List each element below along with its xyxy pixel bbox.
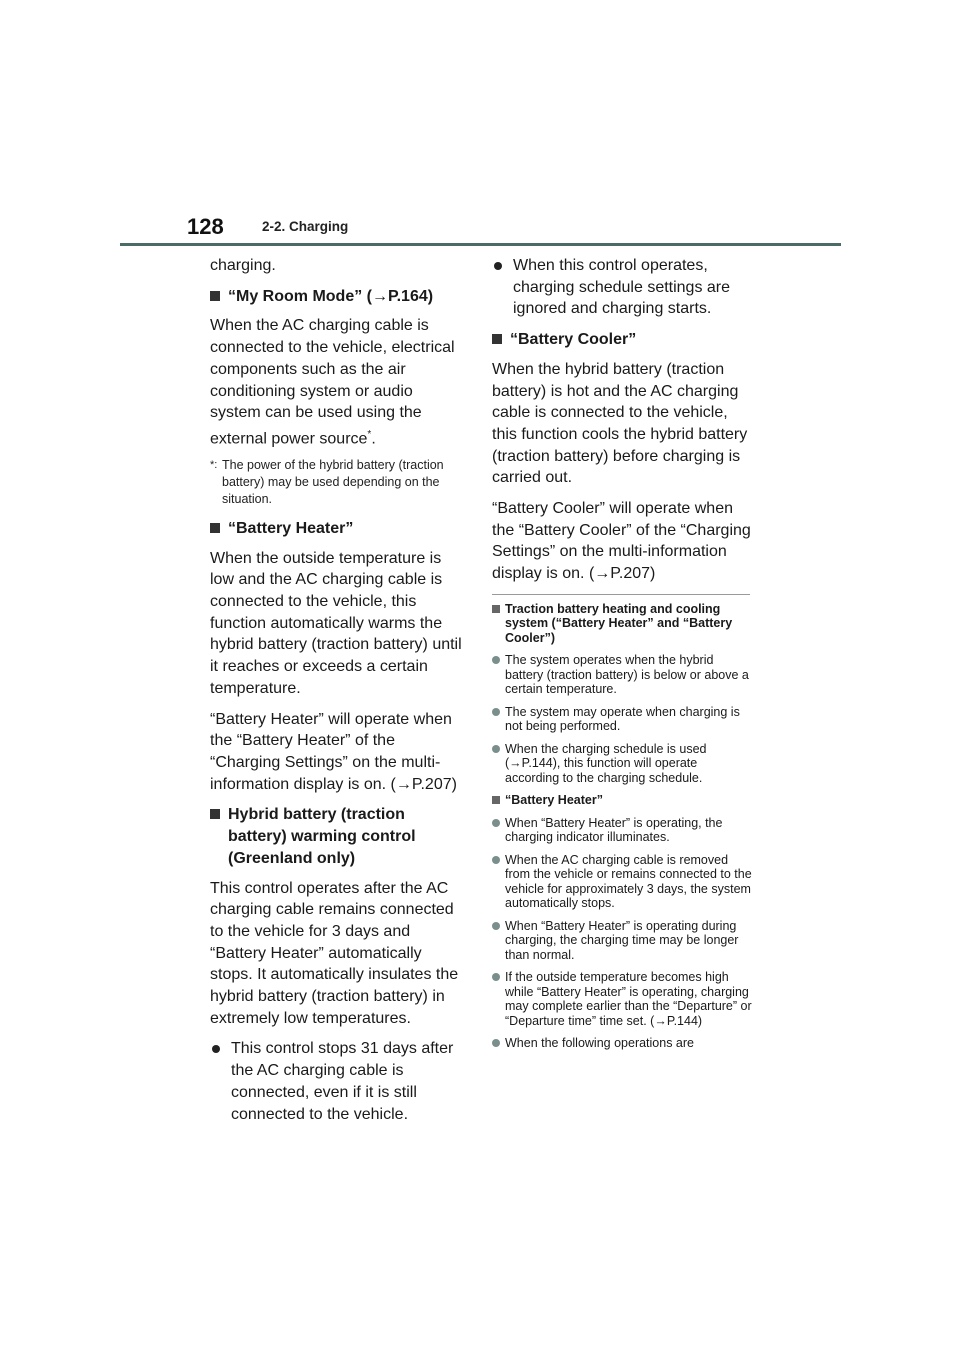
bullet-dot-icon [492, 973, 500, 981]
square-bullet-icon [492, 605, 500, 613]
notes-heading-label: “Battery Heater” [505, 793, 603, 808]
battery-cooler-operate-text: “Battery Cooler” will operate when the “Battery Cooler” of the “Charging Settings” on the multi-information display is on. (→P.207) [492, 500, 751, 583]
list-item [210, 1038, 462, 1125]
battery-cooler-heading-label: “Battery Cooler” [510, 331, 637, 349]
note-item [492, 919, 752, 963]
square-bullet-icon [492, 796, 500, 804]
section-title: 2-2. Charging [262, 219, 349, 234]
intro-text: charging. [210, 257, 276, 274]
square-bullet-icon [210, 523, 220, 533]
bullet-dot-icon [492, 1039, 500, 1047]
my-room-mode-end: . [371, 430, 376, 448]
page-number: 128 [187, 214, 224, 239]
bullet-dot-icon [492, 856, 500, 864]
square-bullet-icon [210, 291, 220, 301]
bullet-dot-icon [492, 656, 500, 664]
note-item-text: When the AC charging cable is removed from the vehicle or remains connected to the vehicle for approximately 3 days, the system automatically stops. [505, 852, 752, 911]
note-item [492, 970, 752, 1028]
notes-heading [492, 793, 752, 808]
square-bullet-icon [210, 809, 220, 819]
note-item [492, 742, 752, 786]
warming-control-heading [210, 804, 462, 869]
notes-heading-label: Traction battery heating and cooling system (“Battery Heater” and “Battery Cooler”) [505, 601, 733, 645]
list-item-text: When this control operates, charging schedule settings are ignored and charging starts. [513, 257, 731, 318]
note-item-text: If the outside temperature becomes high while “Battery Heater” is operating, charging may complete earlier than the “Departure” or “Departure time” time set. (→P.144) [505, 970, 752, 1028]
header-divider [120, 243, 841, 246]
battery-heater-operate-text: “Battery Heater” will operate when the “Battery Heater” of the “Charging Settings” on the multi-information display is on. (→P.207) [210, 710, 457, 793]
note-item [492, 853, 752, 911]
my-room-mode-heading-label: “My Room Mode” (→P.164) [228, 287, 434, 305]
note-item [492, 653, 752, 697]
footnote [210, 457, 462, 508]
note-item-text: When the charging schedule is used (→P.144), this function will operate according to the charging schedule. [505, 741, 707, 785]
bullet-dot-icon [492, 708, 500, 716]
note-item-text: When the following operations are [505, 1036, 695, 1051]
notes-divider [492, 594, 750, 595]
footnote-mark: *: [210, 458, 218, 471]
battery-cooler-heading [492, 329, 752, 351]
warming-control-heading-label: Hybrid battery (traction battery) warming control (Greenland only) [228, 806, 416, 867]
note-item [492, 816, 752, 845]
battery-heater-text: When the outside temperature is low and the AC charging cable is connected to the vehicle, this function automatically warms the hybrid battery (traction battery) until it reaches or exceeds a certain temperature. [210, 549, 462, 697]
left-column [210, 255, 462, 1134]
bullet-dot-icon [492, 819, 500, 827]
right-column [492, 255, 752, 1059]
list-item-text: This control stops 31 days after the AC charging cable is connected, even if it is still connected to the vehicle. [231, 1040, 454, 1123]
bullet-dot-icon [212, 1045, 220, 1053]
battery-heater-heading [210, 518, 462, 540]
bullet-dot-icon [492, 922, 500, 930]
battery-heater-heading-label: “Battery Heater” [228, 519, 354, 537]
footnote-ref: * [367, 428, 372, 440]
warming-control-text: This control operates after the AC charging cable remains connected to the vehicle for 3 days and “Battery Heater” automatically stops. It automatically insulates the hybrid battery (traction battery) in extremely low temperatures. [210, 879, 459, 1027]
bullet-dot-icon [492, 745, 500, 753]
notes-heading [492, 602, 752, 646]
note-item-text: The system operates when the hybrid battery (traction battery) is below or above a certain temperature. [505, 653, 749, 697]
square-bullet-icon [492, 334, 502, 344]
note-item-text: When “Battery Heater” is operating during charging, the charging time may be longer than normal. [505, 918, 739, 962]
note-item [492, 1036, 752, 1051]
battery-cooler-text: When the hybrid battery (traction battery) is hot and the AC charging cable is connected to the vehicle, this function cools the hybrid battery (traction battery) before charging is carried out. [492, 360, 748, 487]
note-item [492, 705, 752, 734]
my-room-mode-heading [210, 286, 462, 308]
my-room-mode-body: When the AC charging cable is connected to the vehicle, electrical components such as the air conditioning system or audio system can be used using the external power source [210, 317, 455, 448]
note-item-text: When “Battery Heater” is operating, the charging indicator illuminates. [505, 815, 723, 845]
footnote-text: The power of the hybrid battery (traction battery) may be used depending on the situation. [222, 457, 444, 506]
bullet-dot-icon [494, 262, 502, 270]
my-room-mode-text [210, 315, 462, 450]
list-item [492, 255, 752, 320]
note-item-text: The system may operate when charging is not being performed. [505, 704, 740, 734]
